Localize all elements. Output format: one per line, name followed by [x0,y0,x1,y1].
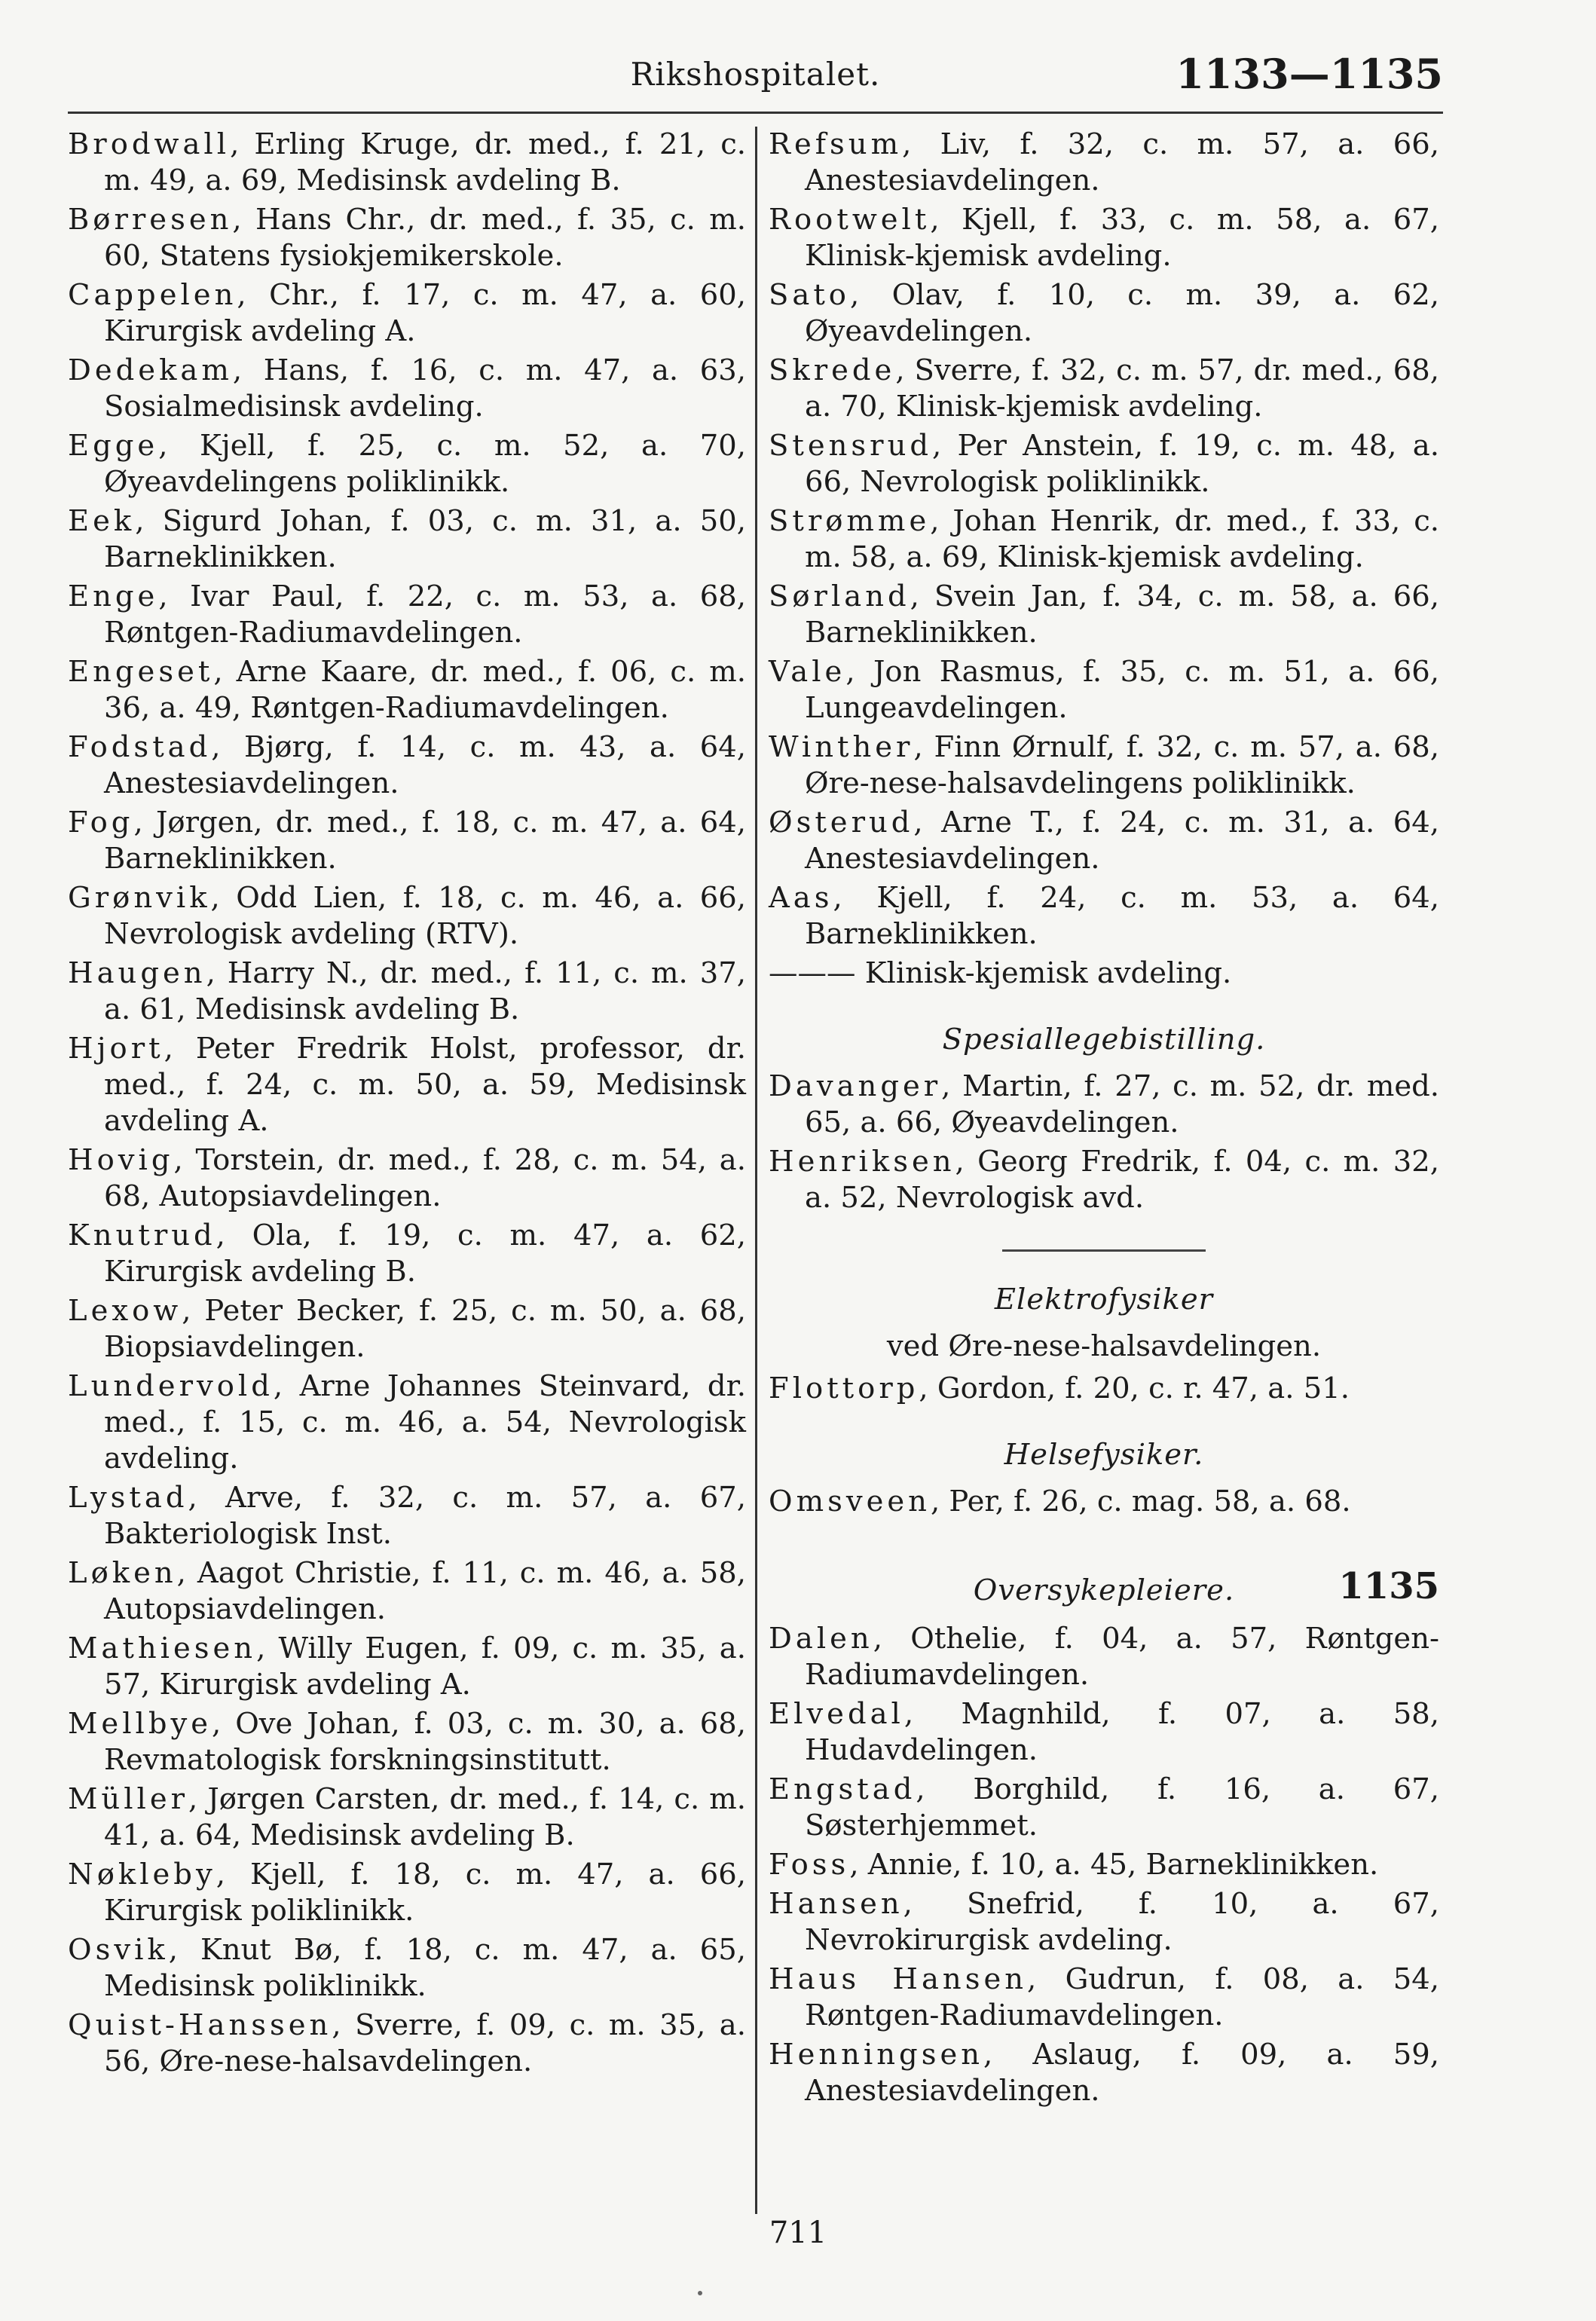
entry-details: , Odd Lien, f. 18, c. m. 46, a. 66, Nevrologisk avdeling (RTV). [104,881,746,951]
entry-details: , Georg Fredrik, f. 04, c. m. 32, a. 52, Nevrologisk avd. [805,1145,1439,1215]
entry-surname: Fog [68,806,134,839]
directory-entry [769,428,1439,500]
entry-surname: Nøkleby [68,1858,216,1891]
entry-details: , Willy Eugen, f. 09, c. m. 35, a. 57, Kirurgisk avdeling A. [104,1631,746,1702]
entry-surname: Flottorp [769,1372,919,1405]
entry-details: , Per Anstein, f. 19, c. m. 48, a. 66, Nevrologisk poliklinikk. [805,429,1439,499]
entry-details: , Kjell, f. 18, c. m. 47, a. 66, Kirurgisk poliklinikk. [104,1858,746,1928]
directory-entry [769,503,1439,576]
entry-details: , Torstein, dr. med., f. 28, c. m. 54, a. 68, Autopsiavdelingen. [104,1143,746,1213]
entry-surname: Aas [769,881,833,915]
entry-surname: Hjort [68,1032,164,1066]
entry-details: , Arve, f. 32, c. m. 57, a. 67, Bakteriologisk Inst. [104,1481,746,1551]
directory-entry [769,579,1439,651]
entry-surname: Elvedal [769,1697,904,1731]
entry-details: , Bjørg, f. 14, c. m. 43, a. 64, Anestesiavdelingen. [104,730,746,800]
entry-surname: Hovig [68,1143,174,1177]
entry-details: , Ivar Paul, f. 22, c. m. 53, a. 68, Røntgen-Radiumavdelingen. [104,579,746,650]
entry-surname: Sato [769,278,850,312]
directory-entry [769,1847,1439,1883]
entry-details: , Kjell, f. 24, c. m. 53, a. 64, Barneklinikken. [805,881,1439,951]
directory-entry [68,729,746,802]
directory-entry [68,654,746,726]
directory-entry [769,202,1439,274]
entry-details: , Hans, f. 16, c. m. 47, a. 63, Sosialmedisinsk avdeling. [104,353,746,424]
directory-entry [769,353,1439,425]
entry-details: , Annie, f. 10, a. 45, Barneklinikken. [849,1848,1379,1882]
entry-details: , Sverre, f. 32, c. m. 57, dr. med., 68, a. 70, Klinisk-kjemisk avdeling. [805,353,1439,424]
entry-details: , Kjell, f. 25, c. m. 52, a. 70, Øyeavdelingens poliklinikk. [104,429,746,499]
entry-details: , Sverre, f. 09, c. m. 35, a. 56, Øre-nese-halsavdelingen. [104,2008,746,2078]
directory-entry [68,1480,746,1552]
header-rule [68,112,1443,114]
entry-surname: Hansen [769,1887,903,1921]
entry-surname: Brodwall [68,127,231,161]
directory-entry [68,1857,746,1929]
entry-surname: Dalen [769,1622,873,1656]
directory-entry [68,277,746,350]
entry-surname: Henningsen [769,2038,984,2072]
entry-surname: Foss [769,1848,850,1882]
entry-surname: Sørland [769,579,910,613]
entry-details: , Arne Johannes Steinvard, dr. med., f. 15, c. m. 46, a. 54, Nevrologisk avdeling. [104,1369,746,1475]
directory-entry [68,579,746,651]
directory-entry [769,1696,1439,1769]
directory-entry [68,805,746,877]
entry-surname: Winther [769,730,914,764]
directory-entry [68,1031,746,1139]
directory-entry [769,277,1439,350]
left-column [68,127,746,2083]
entry-surname: Engeset [68,655,214,689]
entry-surname: Refsum [769,127,903,161]
entry-surname: Børresen [68,203,233,237]
entry-surname: Fodstad [68,730,212,764]
entry-surname: Engstad [769,1772,916,1806]
directory-entry [769,2037,1439,2109]
directory-entry [68,1932,746,2004]
entry-surname: Mathiesen [68,1631,257,1665]
entry-surname: Haus Hansen [769,1962,1028,1996]
entry-details: , Peter Fredrik Holst, professor, dr. med., f. 24, c. m. 50, a. 59, Medisinsk avdeling A. [104,1032,746,1138]
directory-entry [68,1142,746,1215]
section-heading-oversykepleiere: Oversykepleiere. [973,1573,1235,1607]
section-heading-helsefysiker: Helsefysiker. [1004,1438,1204,1472]
entry-surname: Lexow [68,1294,182,1328]
directory-entry [769,127,1439,199]
entry-details: , Aagot Christie, f. 11, c. m. 46, a. 58, Autopsiavdelingen. [104,1556,746,1626]
directory-entry [68,1631,746,1703]
entry-surname: Østerud [769,806,914,839]
section-heading-elektrofysiker: Elektrofysiker [994,1283,1214,1316]
entry-details: , Jørgen, dr. med., f. 18, c. m. 47, a. 64, Barneklinikken. [104,806,746,876]
directory-entry [68,956,746,1028]
entry-surname: Rootwelt [769,203,931,237]
entry-surname: Dedekam [68,353,233,387]
entry-surname: Cappelen [68,278,237,312]
entry-details: , Olav, f. 10, c. m. 39, a. 62, Øyeavdelingen. [805,278,1439,348]
entry-details: , Magnhild, f. 07, a. 58, Hudavdelingen. [805,1697,1439,1767]
entry-details: , Arne T., f. 24, c. m. 31, a. 64, Anestesiavdelingen. [805,806,1439,876]
entry-details: , Kjell, f. 33, c. m. 58, a. 67, Klinisk-kjemisk avdeling. [805,203,1439,273]
page-title: Rikshospitalet. [630,56,881,93]
entry-surname: Egge [68,429,159,463]
directory-entry [68,880,746,953]
directory-entry [68,127,746,199]
entry-details: , Ola, f. 19, c. m. 47, a. 62, Kirurgisk avdeling B. [104,1219,746,1289]
entry-surname: Henriksen [769,1145,955,1179]
entry-surname: Haugen [68,956,206,990]
entry-details: , Jørgen Carsten, dr. med., f. 14, c. m. 41, a. 64, Medisinsk avdeling B. [104,1782,746,1852]
entry-surname: Knutrud [68,1219,216,1252]
directory-entry [769,1069,1439,1141]
print-dot [698,2291,702,2295]
directory-entry [769,1371,1439,1407]
directory-entry [769,1886,1439,1959]
entry-surname: Lundervold [68,1369,274,1403]
directory-entry [68,2008,746,2080]
directory-entry [68,1368,746,1477]
directory-entry [769,654,1439,726]
entry-surname: Enge [68,579,159,613]
entry-details: , Hans Chr., dr. med., f. 35, c. m. 60, Statens fysiokjemikerskole. [104,203,746,273]
directory-entry [68,428,746,500]
column-divider [755,127,757,2214]
directory-entry [68,353,746,425]
entry-details: , Arne Kaare, dr. med., f. 06, c. m. 36, a. 49, Røntgen-Radiumavdelingen. [104,655,746,725]
entry-surname: Osvik [68,1933,169,1967]
entry-surname: Eek [68,504,136,538]
directory-entry [68,1706,746,1778]
directory-entry [769,729,1439,802]
entry-surname: Strømme [769,504,931,538]
entry-details: , Jon Rasmus, f. 35, c. m. 51, a. 66, Lungeavdelingen. [805,655,1439,725]
dashed-entry: ——— Klinisk-kjemisk avdeling. [769,956,1232,990]
page-number: 711 [769,2216,827,2250]
entry-details: , Finn Ørnulf, f. 32, c. m. 57, a. 68, Øre-nese-halsavdelingens poliklinikk. [805,730,1439,800]
entry-details: , Knut Bø, f. 18, c. m. 47, a. 65, Medisinsk poliklinikk. [104,1933,746,2003]
entry-details: , Gordon, f. 20, c. r. 47, a. 51. [919,1372,1350,1405]
entry-surname: Omsveen [769,1485,931,1518]
directory-entry [769,1144,1439,1216]
entry-details: , Gudrun, f. 08, a. 54, Røntgen-Radiumavdelingen. [805,1962,1439,2032]
right-column [769,127,1439,2112]
directory-entry [769,1772,1439,1844]
directory-entry [769,1962,1439,2034]
entry-details: , Per, f. 26, c. mag. 58, a. 68. [930,1485,1351,1518]
entry-details: , Johan Henrik, dr. med., f. 33, c. m. 58, a. 69, Klinisk-kjemisk avdeling. [805,504,1439,574]
entry-surname: Grønvik [68,881,211,915]
entry-surname: Stensrud [769,429,933,463]
directory-entry [769,880,1439,953]
entry-surname: Quist-Hanssen [68,2008,332,2042]
entry-surname: Davanger [769,1069,942,1103]
directory-entry [769,805,1439,877]
entry-surname: Vale [769,655,846,689]
directory-entry [68,1555,746,1628]
entry-surname: Mellbye [68,1707,212,1741]
directory-entry [68,202,746,274]
entry-details: , Svein Jan, f. 34, c. m. 58, a. 66, Barneklinikken. [805,579,1439,650]
section-subheading-elektrofysiker: ved Øre-nese-halsavdelingen. [886,1329,1322,1363]
entry-details: , Ove Johan, f. 03, c. m. 30, a. 68, Revmatologisk forskningsinstitutt. [104,1707,746,1777]
entry-details: , Borghild, f. 16, a. 67, Søsterhjemmet. [805,1772,1439,1842]
directory-entry [68,1781,746,1854]
directory-entry [769,1484,1439,1520]
entry-details: , Snefrid, f. 10, a. 67, Nevrokirurgisk avdeling. [805,1887,1439,1957]
directory-entry [68,1293,746,1365]
page-range: 1133—1135 [1176,50,1443,98]
entry-details: , Aslaug, f. 09, a. 59, Anestesiavdelingen. [805,2038,1439,2108]
entry-details: , Erling Kruge, dr. med., f. 21, c. m. 49, a. 69, Medisinsk avdeling B. [104,127,746,197]
directory-entry [769,1621,1439,1693]
section-divider [1002,1249,1206,1252]
entry-details: , Othelie, f. 04, a. 57, Røntgen-Radiumavdelingen. [805,1622,1439,1692]
section-number: 1135 [1338,1565,1439,1607]
directory-entry [68,503,746,576]
entry-surname: Løken [68,1556,177,1590]
entry-surname: Müller [68,1782,189,1816]
entry-details: , Chr., f. 17, c. m. 47, a. 60, Kirurgisk avdeling A. [104,278,746,348]
entry-details: , Liv, f. 32, c. m. 57, a. 66, Anestesiavdelingen. [805,127,1439,197]
entry-details: , Sigurd Johan, f. 03, c. m. 31, a. 50, Barneklinikken. [104,504,746,574]
directory-entry [68,1218,746,1290]
entry-surname: Lystad [68,1481,188,1515]
entry-surname: Skrede [769,353,896,387]
section-header-oversykepleiere [769,1565,1439,1610]
entry-details: , Peter Becker, f. 25, c. m. 50, a. 68, Biopsiavdelingen. [104,1294,746,1364]
page-header [68,45,1443,106]
entry-details: , Martin, f. 27, c. m. 52, dr. med. 65, a. 66, Øyeavdelingen. [805,1069,1439,1139]
entry-details: , Harry N., dr. med., f. 11, c. m. 37, a. 61, Medisinsk avdeling B. [104,956,746,1026]
section-heading-spesiallege: Spesiallegebistilling. [942,1023,1266,1057]
